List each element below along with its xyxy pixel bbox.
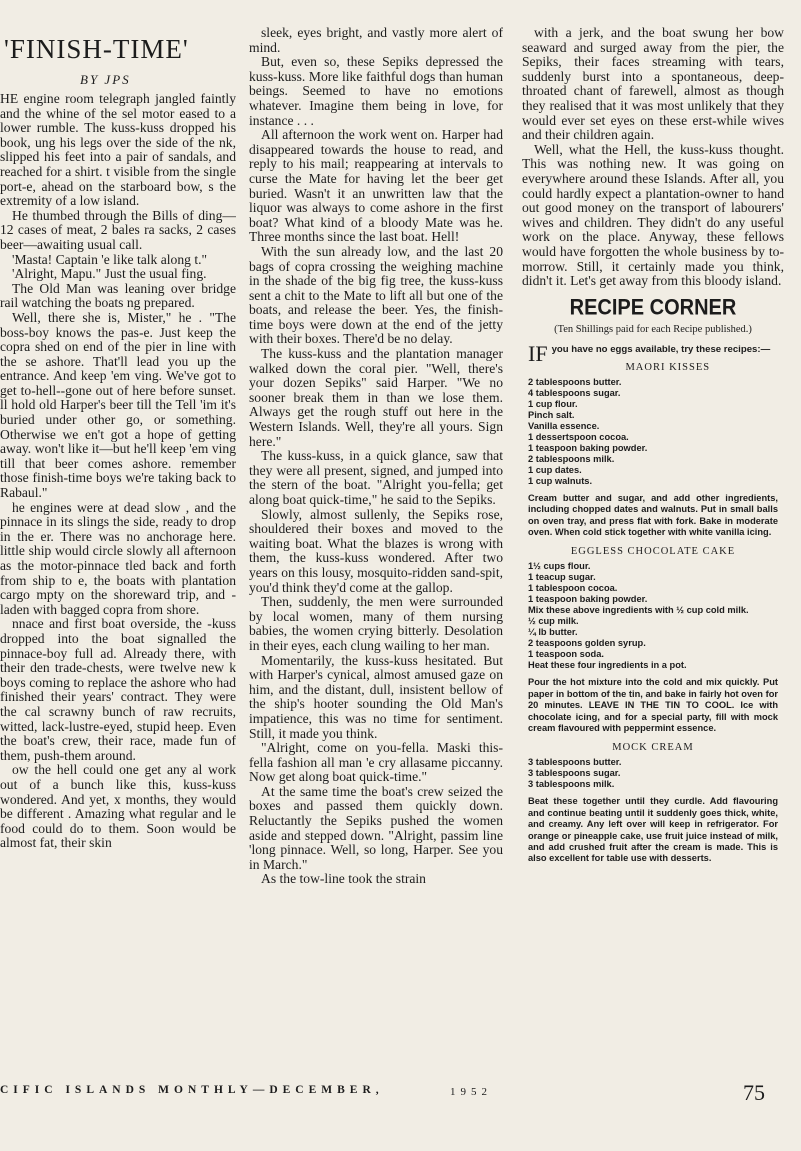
page-number: 75 <box>743 1080 765 1105</box>
recipe-ingredient: Heat these four ingredients in a pot. <box>528 660 687 671</box>
recipe-ingredient: 2 tablespoons butter. <box>528 376 622 387</box>
story-paragraph: "Alright, come on you-fella. Maski this-fella fashion all man 'e cry allasame piccanny. Now get along boat quick-time." <box>249 740 503 785</box>
recipe-ingredient: 1 cup dates. <box>528 464 582 475</box>
story-column-2 <box>249 26 503 887</box>
story-paragraph: The Old Man was leaning over bridge rail watching the boats ng prepared. <box>0 280 236 311</box>
recipe-name: MOCK CREAM <box>612 742 694 754</box>
recipe-ingredient: 2 tablespoons milk. <box>528 453 615 464</box>
story-paragraph: with a jerk, and the boat swung her bow seaward and surged away from the pier, the Sepiks, their faces streaming with tears, suddenly burst into a spontaneous, deep-throated chant of farewell, almost as though they realised that it was most unlikely that they would ever set eyes on these erst-while wives and their children again. <box>522 26 784 143</box>
recipe-ingredient: 3 tablespoons butter. <box>528 757 622 768</box>
recipe-ingredient: 2 teaspoons golden syrup. <box>528 638 646 649</box>
story-paragraph: ow the hell could one get any al work out of a bunch like this, kuss-kuss wondered. And yet, x months, they would be different . Amazing what regular and le food could do to them. Soon would be almost fat, their skin <box>0 762 236 851</box>
recipe-ingredient: 1 cup walnuts. <box>528 475 593 486</box>
story-paragraph: sleek, eyes bright, and vastly more alert of mind. <box>249 26 503 55</box>
story-paragraph: With the sun already low, and the last 20 bags of copra crossing the weighing machine in the shade of the big fig tree, the kuss-kuss sent a chit to the Mate to lift all but one of the boats, and release the beer. Yes, the finish-time boys were down at the end of the jetty with their boxes. There'd be no delay. <box>249 243 503 347</box>
recipe-intro <box>528 340 778 366</box>
story-paragraph: 'Alright, Mapu." Just the usual fing. <box>12 266 207 282</box>
recipe-sections <box>522 362 784 865</box>
recipe-method: Pour the hot mixture into the cold and mix quickly. Put paper in bottom of the tin, and bake in fairly hot oven for 20 minutes. LEAVE IN THE TIN TO COOL. Ice with chocolate icing, and for a special party, fill with mock cream flavoured with peppermint essence. <box>528 677 778 733</box>
recipe-name: EGGLESS CHOCOLATE CAKE <box>570 546 736 558</box>
recipe-ingredient: 4 tablespoons sugar. <box>528 387 621 398</box>
story-paragraph: Slowly, almost sullenly, the Sepiks rose, shouldered their boxes and moved to the waiting boat. What the blazes is wrong with them, the kuss-kuss wondered. After two years on this lousy, mosquito-ridden sand-spit, you'd think they'd come at the gallop. <box>249 506 503 595</box>
recipe-intro-text: you have no eggs available, try these recipes:— <box>551 343 771 355</box>
recipe-ingredient: 1 tablespoon cocoa. <box>528 583 618 594</box>
story-column-2-body <box>249 26 503 887</box>
recipe-ingredient: Vanilla essence. <box>528 420 600 431</box>
story-column-1-body <box>0 92 236 851</box>
story-paragraph: he engines were at dead slow , and the pinnace in its slings the side, ready to drop in the er. There was no anchorage here. little ship would circle slowly all afternoon as the motor-pinnace tled back and forth from ship to e, the boats with plantation cargo mpty on the shoreward trip, and -laden with bagged copra from shore. <box>0 499 236 617</box>
footer-magazine-name: CIFIC ISLANDS MONTHLY—DECEMBER, <box>0 1084 384 1096</box>
story-paragraph: He thumbed through the Bills of ding—12 cases of meat, 2 bales ra sacks, 2 cases beer—awaiting usual call. <box>0 207 236 252</box>
recipe-method: Cream butter and sugar, and add other ingredients, including chopped dates and walnuts. Put in small balls on oven tray, and press flat with fork. Bake in moderate oven. When cold stick together with white vanilla icing. <box>528 492 778 537</box>
story-paragraph: Well, there she is, Mister," he . "The boss-boy knows the pas-e. Just keep the copra shed on end of the pier in line with the se ashore. That'll lead you up the entrance. And keep 'em ving. We've got to get to-hell--gone out of here before sunset. ll hold old Harper's beer till the Tell 'im it's buried under other go, or something. Otherwise we en't got a hope of getting away. won't like it—but he'll keep 'em ving till that beer comes ashore. remember those finish-time boys we're taking back to Rabaul." <box>0 309 236 501</box>
recipe-method: Beat these together until they curdle. Add flavouring and continue beating until it suddenly goes thick, white, and creamy. Any left over will keep in refrigerator. For orange or pineapple cake, use fruit juice instead of milk, and add crushed fruit after the cream is made. This is also excellent for table use with desserts. <box>528 796 778 864</box>
story-paragraph: Momentarily, the kuss-kuss hesitated. But with Harper's cynical, almost amused gaze on him, and the distant, dull, insistent bellow of the ship's hooter sounding the Old Man's impatience, this was no time for sentiment. Still, it made you think. <box>249 652 503 741</box>
story-column-3 <box>522 26 784 873</box>
recipe-corner-title: RECIPE CORNER <box>569 295 737 320</box>
story-paragraph: Well, what the Hell, the kuss-kuss thought. This was nothing new. It was going on everywhere around these Islands. After all, you could hardly expect a plantation-owner to hand out good money on the transport of labourers' wives and children. They didn't do any useful work on the place. Anyway, these fellows would have forgotten the whole business by to-morrow. Still, it certainly made you think, didn't it. Let's get away from this bloody island. <box>522 141 784 289</box>
story-paragraph: The kuss-kuss and the plantation manager walked down the coral pier. "Well, there's your dozen Sepiks" said Harper. "We no sooner break them in than we lose them. Always get the rough stuff out here in the Western Islands. Well, they're all yours. Sign here." <box>249 346 503 449</box>
story-paragraph: Then, suddenly, the men were surrounded by local women, many of them nursing babies, the women crying bitterly. Desolation in their eyes, each clung wailing to her man. <box>249 594 503 653</box>
recipe-ingredient: Mix these above ingredients with ½ cup cold milk. <box>528 605 749 616</box>
story-paragraph: 'Masta! Captain 'e like talk along t." <box>12 251 208 267</box>
recipe-ingredient: ¼ lb butter. <box>528 627 578 638</box>
recipe-ingredient: 1 dessertspoon cocoa. <box>528 431 629 442</box>
story-paragraph: HE engine room telegraph jangled faintly and the whine of the sel motor eased to a lower rumble. The kuss-kuss dropped his book, ung his legs over the side of the nk, slipped his feet into a pair of sandals, and reached for a shirt. t visible from the single port-e, ahead on the starboard bow, s the extremity of a low island. <box>0 91 236 209</box>
recipe-intro-dropcap: IF <box>528 340 548 366</box>
story-paragraph: nnace and first boat overside, the -kuss dropped into the boat signalled the pinnace-boy full ad. Already there, with their den trade-chests, were twelve new k boys coming to replace the ashore who had finished their years' contract. They were the cal scrawny bunch of raw recruits, witted, lack-lustre-eyed, stupid heep. Even the boat's crew, their race, made fun of them, push-them around. <box>0 616 236 763</box>
story-paragraph: As the tow-line took the strain <box>261 871 426 887</box>
story-paragraph: The kuss-kuss, in a quick glance, saw that they were all present, signed, and jumped into the stern of the boat. "Alright you-fella; get along boat quick-time," he said to the Sepiks. <box>249 448 503 507</box>
recipe-ingredients <box>528 561 778 671</box>
story-title: 'FINISH-TIME' <box>4 34 189 64</box>
story-column-1 <box>0 26 236 851</box>
footer-year: 1952 <box>450 1086 492 1098</box>
recipe-ingredient: 1½ cups flour. <box>528 561 591 572</box>
recipe-ingredient: 1 cup flour. <box>528 398 578 409</box>
recipe-ingredient: 1 teacup sugar. <box>528 572 596 583</box>
story-column-3-body <box>522 26 784 289</box>
recipe <box>522 362 784 539</box>
recipe-ingredient: 1 teaspoon baking powder. <box>528 442 648 453</box>
recipe-ingredient: 1 teaspoon soda. <box>528 649 604 660</box>
recipe-corner <box>522 297 784 865</box>
recipe-ingredients <box>528 757 778 790</box>
story-paragraph: At the same time the boat's crew seized the boxes and passed them quickly down. Reluctantly the Sepiks pushed the women aside and stepped down. "Alright, passim line 'long pinnace. Well, so long, Harper. See you in March." <box>249 783 503 872</box>
recipe-ingredient: ½ cup milk. <box>528 616 579 627</box>
story-paragraph: But, even so, these Sepiks depressed the kuss-kuss. More like faithful dogs than human beings. Seemed to have no emotions whatever. Imagine them being in love, for instance . . . <box>249 54 503 128</box>
story-paragraph: All afternoon the work went on. Harper had disappeared towards the house to read, and reply to his mail; reappearing at intervals to curse the Mate for having let the beer get buried. Wasn't it an unwritten law that the liquor was always to come ashore in the first boat? What kind of a bloody Mate was he. Three months since the last boat. Hell! <box>249 127 503 245</box>
recipe-ingredients <box>528 377 778 487</box>
recipe <box>522 742 784 864</box>
recipe-name: MAORI KISSES <box>625 361 711 373</box>
recipe-ingredient: 3 tablespoons milk. <box>528 779 615 790</box>
recipe-ingredient: 3 tablespoons sugar. <box>528 768 621 779</box>
recipe-corner-subtitle: (Ten Shillings paid for each Recipe published.) <box>554 323 752 335</box>
recipe <box>522 546 784 734</box>
story-byline: BY JPS <box>80 72 131 87</box>
page-footer <box>0 1076 801 1116</box>
recipe-ingredient: Pinch salt. <box>528 409 575 420</box>
recipe-ingredient: 1 teaspoon baking powder. <box>528 594 648 605</box>
